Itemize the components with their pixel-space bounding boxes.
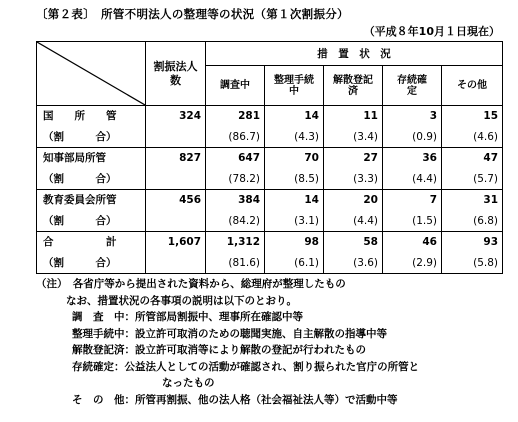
table-row: 国 所 管 （割 合） 324 281 (86.7) 14 (4.3) 11 (3.4) 3 (0.9) 15 (4.6) [37, 106, 503, 148]
row-name: 知事部局所管 [43, 152, 106, 164]
corner-cell [37, 42, 146, 106]
row-sub: （割 合） [43, 257, 117, 269]
row-count: 456 [179, 194, 201, 206]
table-row: 教育委員会所管 （割 合） 456 384 (84.2) 14 (3.1) 20 (4.4) 7 (1.5) 31 (6.8) [37, 190, 503, 232]
date-label: （平成８年10月１日現在） [363, 25, 500, 38]
header-col-0: 調査中 [206, 66, 265, 106]
row-sub: （割 合） [43, 215, 117, 227]
notes-item: 整理手続中：設立許可取消のための聴聞実施、自主解散の指導中等 [72, 327, 387, 340]
notes-lead: （注） 各省庁等から提出された資料から、総理府が整理したもの [36, 278, 346, 290]
notes-section [36, 276, 419, 408]
status-table [36, 41, 503, 274]
row-count: 1,607 [167, 236, 201, 248]
table-row-total: 合 計 （割 合） 1,607 1,312 (81.6) 98 (6.1) 58 (3.6) 46 (2.9) 93 (5.8) [37, 232, 503, 274]
notes-item: 存続確定：公益法人としての活動が確認され、割り振られた官庁の所管と [72, 360, 420, 373]
row-count: 827 [179, 152, 201, 164]
row-sub: （割 合） [43, 131, 117, 143]
notes-item: そ の 他：所管再割振、他の法人格（社会福祉法人等）で活動中等 [72, 393, 398, 406]
row-count: 324 [179, 110, 201, 122]
row-name: 国 所 管 [43, 110, 117, 122]
header-col-4: その他 [442, 66, 503, 106]
notes-item: 解散登記済：設立許可取消等により解散の登記が行われたもの [72, 344, 366, 356]
row-sub: （割 合） [43, 173, 117, 185]
notes-item: 調 査 中：所管部局割振中、理事所在確認中等 [72, 311, 303, 323]
header-col-2: 解散登記済 [324, 66, 383, 106]
header-status-group: 措 置 状 況 [206, 42, 503, 66]
row-name: 教育委員会所管 [43, 194, 117, 206]
table-title: 〔第２表〕 所管不明法人の整理等の状況（第１次割振分） [36, 7, 349, 21]
header-col-3: 存続確定 [383, 66, 442, 106]
table-row: 知事部局所管 （割 合） 827 647 (78.2) 70 (8.5) 27 (3.3) 36 (4.4) 47 (5.7) [37, 148, 503, 190]
notes-line2: なお、措置状況の各事項の説明は以下のとおり。 [66, 294, 297, 307]
header-col-1: 整理手続中 [265, 66, 324, 106]
row-name: 合 計 [43, 236, 117, 248]
header-count: 割振法人数 [146, 42, 206, 106]
notes-item: なったもの [162, 377, 215, 389]
